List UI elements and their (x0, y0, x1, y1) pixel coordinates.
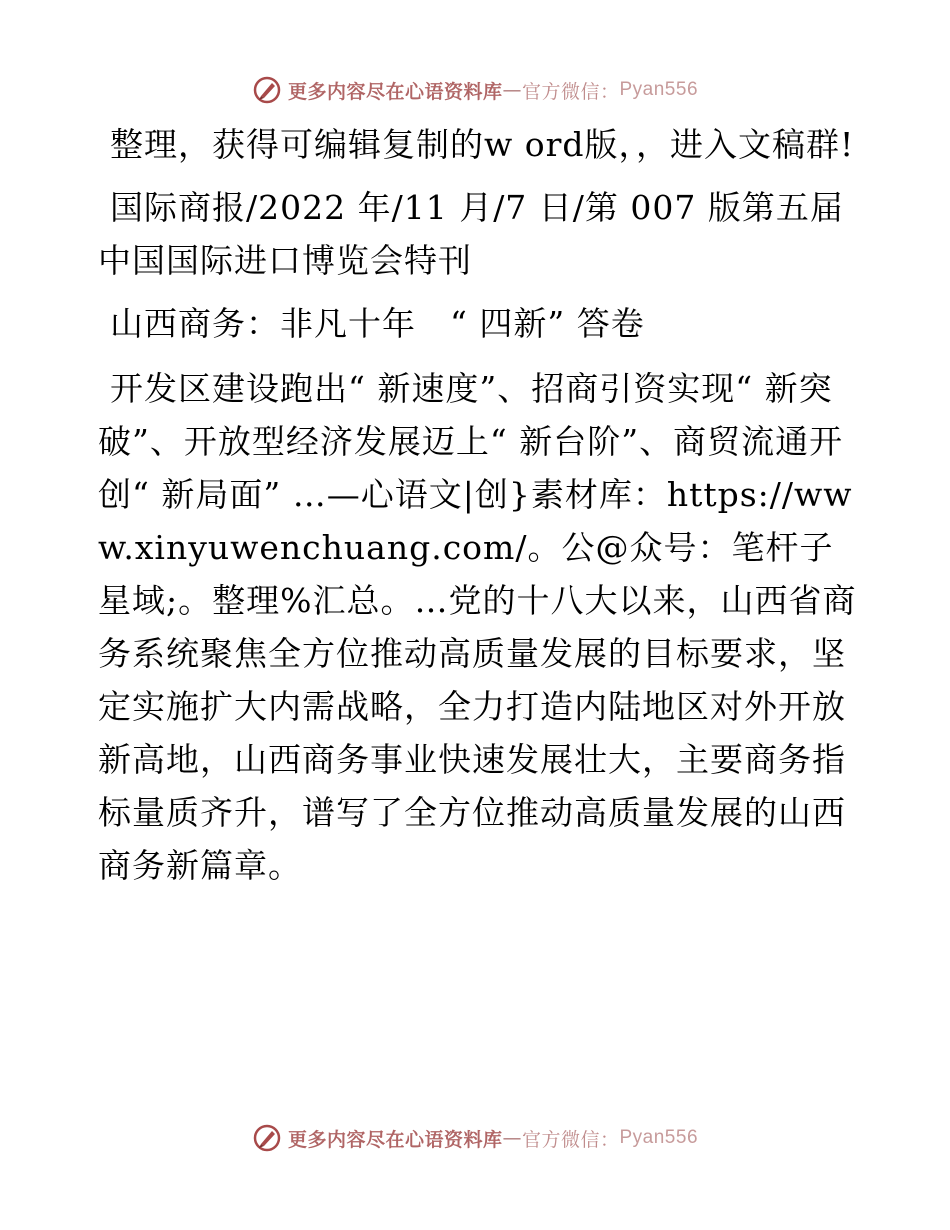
banner-separator: — (502, 1127, 522, 1149)
pen-logo-icon (252, 1123, 282, 1153)
banner-separator: — (502, 79, 522, 101)
banner-brand-text: 更多内容尽在心语资料库 (287, 80, 503, 103)
banner-wechat-label: 官方微信： (521, 80, 620, 103)
banner-wechat-label: 官方微信： (521, 1128, 620, 1151)
body-paragraph: 开发区建设跑出“ 新速度”、招商引资实现“ 新突破”、开放型经济发展迈上“ 新台阶”、商贸流通开创“ 新局面” …—心语文|创}素材库：https://www.xinyuwenchuang.com/。公@众号：笔杆子星域;。整理%汇总。…党的十八大以来，山西省商务系统聚焦全方位推动高质量发展的目标要求，坚定实施扩大内需战略，全力打造内陆地区对外开放新高地，山西商务事业快速发展壮大，主要商务指标量质齐升，谱写了全方位推动高质量发展的山西商务新篇章。 (98, 369, 857, 885)
pen-logo-icon (252, 75, 282, 105)
banner-wechat-id: Pyan556 (619, 1127, 699, 1148)
article-title: 山西商务：非凡十年 “ 四新” 答卷 (110, 304, 645, 343)
banner-brand-text: 更多内容尽在心语资料库 (287, 1128, 503, 1151)
header-watermark-banner (0, 70, 950, 110)
banner-wechat-id: Pyan556 (619, 79, 699, 100)
intro-paragraph: 整理，获得可编辑复制的w ord版，，进入文稿群! (110, 125, 855, 164)
document-body (98, 118, 858, 892)
source-paragraph: 国际商报/2022 年/11 月/7 日/第 007 版第五届中国国际进口博览会特刊 (98, 188, 844, 280)
footer-watermark-banner (0, 1118, 950, 1158)
